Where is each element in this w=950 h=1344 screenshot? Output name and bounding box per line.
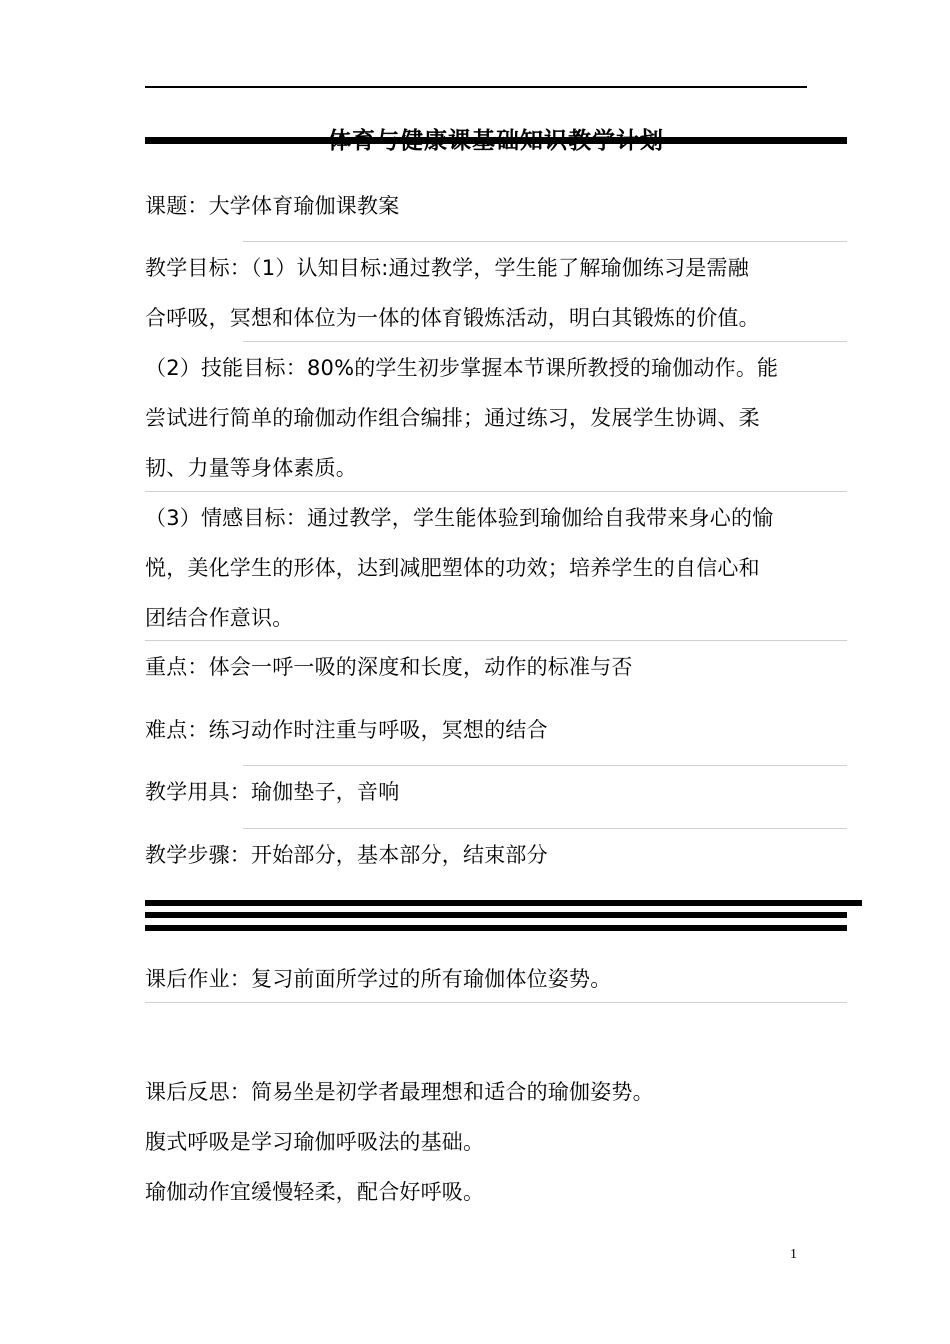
- objective-line-2: 合呼吸，冥想和体位为一体的体育锻炼活动，明白其锻炼的价值。: [145, 306, 760, 330]
- objective-line-1: 教学目标：（1）认知目标:通过教学，学生能了解瑜伽练习是需融: [145, 256, 749, 280]
- header-rule: [145, 86, 807, 88]
- divider: [145, 1002, 847, 1003]
- divider: [145, 491, 847, 492]
- skill-objective-line-1: （2）技能目标：80%的学生初步掌握本节课所教授的瑜伽动作。能: [145, 356, 779, 380]
- document-title: 体育与健康课基础知识教学计划: [328, 128, 664, 154]
- divider: [145, 640, 847, 641]
- section-rule: [145, 912, 847, 918]
- homework: 课后作业：复习前面所学过的所有瑜伽体位姿势。: [145, 967, 612, 991]
- subject-line: 课题：大学体育瑜伽课教案: [145, 194, 400, 218]
- difficulty: 难点：练习动作时注重与呼吸，冥想的结合: [145, 718, 548, 742]
- skill-objective-line-2: 尝试进行简单的瑜伽动作组合编排；通过练习，发展学生协调、柔: [145, 406, 760, 430]
- divider: [243, 241, 847, 242]
- reflection-line-2: 腹式呼吸是学习瑜伽呼吸法的基础。: [145, 1130, 485, 1154]
- reflection-line-3: 瑜伽动作宜缓慢轻柔，配合好呼吸。: [145, 1180, 485, 1204]
- key-point: 重点：体会一呼一吸的深度和长度，动作的标准与否: [145, 655, 633, 679]
- section-rule: [145, 900, 862, 906]
- reflection-line-1: 课后反思：简易坐是初学者最理想和适合的瑜伽姿势。: [145, 1080, 654, 1104]
- divider: [243, 341, 847, 342]
- teaching-steps: 教学步骤：开始部分，基本部分，结束部分: [145, 843, 548, 867]
- teaching-tools: 教学用具：瑜伽垫子，音响: [145, 780, 400, 804]
- emotion-objective-line-3: 团结合作意识。: [145, 606, 294, 630]
- divider: [243, 828, 847, 829]
- divider: [243, 765, 847, 766]
- emotion-objective-line-2: 悦，美化学生的形体，达到减肥塑体的功效；培养学生的自信心和: [145, 556, 760, 580]
- emotion-objective-line-1: （3）情感目标：通过教学，学生能体验到瑜伽给自我带来身心的愉: [145, 506, 774, 530]
- skill-objective-line-3: 韧、力量等身体素质。: [145, 456, 357, 480]
- page-number: 1: [790, 1247, 797, 1262]
- section-rule: [145, 925, 847, 931]
